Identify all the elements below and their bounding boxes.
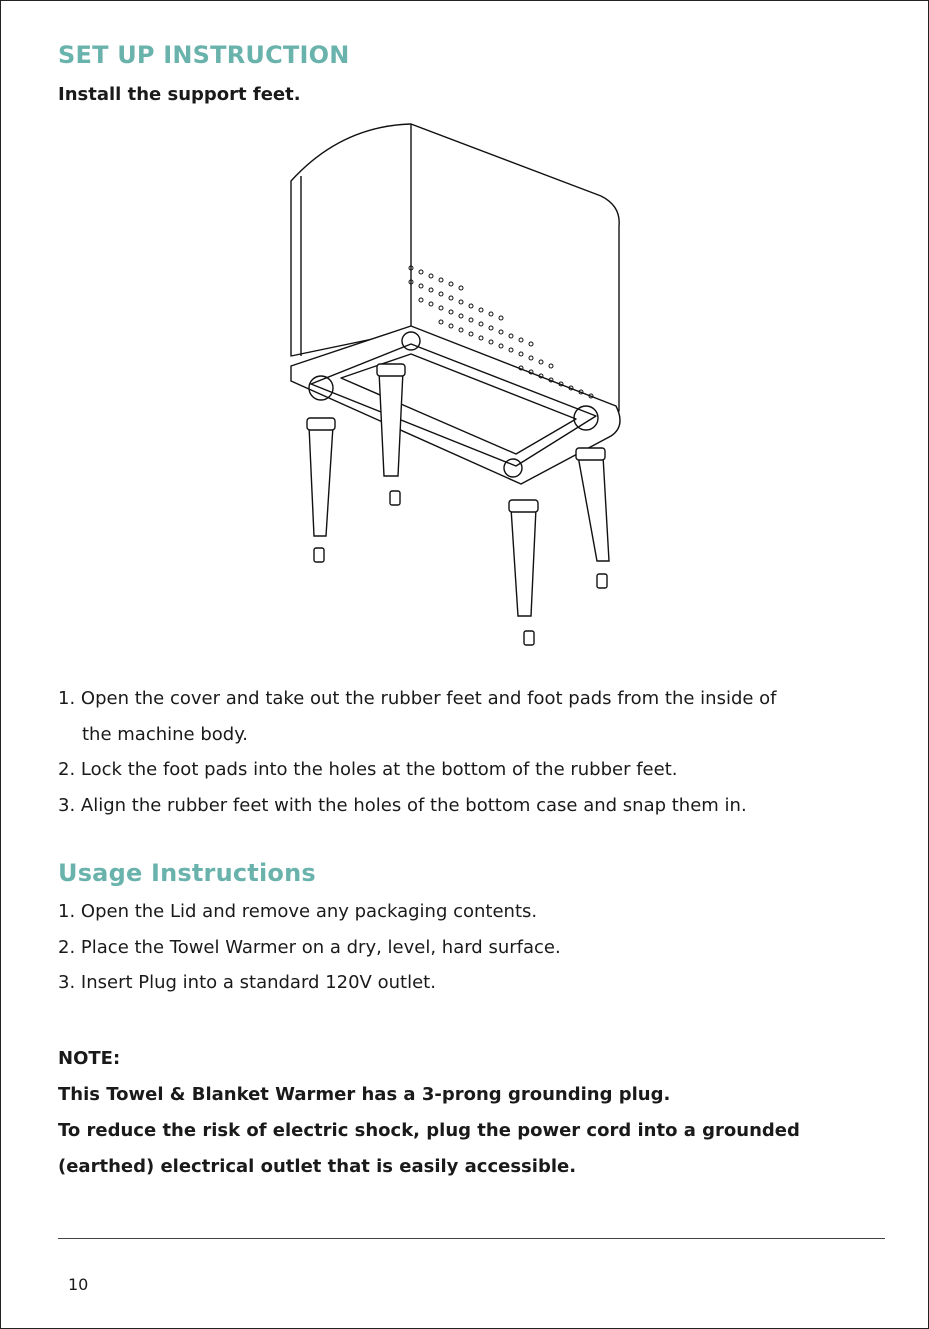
setup-subheading: Install the support feet. (58, 84, 301, 105)
usage-steps (58, 894, 561, 1001)
footer-divider (58, 1238, 885, 1239)
setup-steps (58, 681, 777, 823)
note-line: (earthed) electrical outlet that is easily accessible. (58, 1156, 577, 1177)
usage-step: 1. Open the Lid and remove any packaging contents. (58, 901, 538, 922)
page-number: 10 (68, 1275, 89, 1294)
setup-step: 2. Lock the foot pads into the holes at the bottom of the rubber feet. (58, 759, 678, 780)
setup-step: 1. Open the cover and take out the rubber feet and foot pads from the inside of (58, 688, 777, 709)
usage-heading: Usage Instructions (58, 859, 316, 887)
note-line: This Towel & Blanket Warmer has a 3-prong grounding plug. (58, 1084, 671, 1105)
setup-step-continuation: the machine body. (82, 723, 249, 745)
usage-step: 2. Place the Towel Warmer on a dry, level, hard surface. (58, 936, 561, 958)
setup-heading: SET UP INSTRUCTION (58, 41, 350, 69)
setup-step: 3. Align the rubber feet with the holes of the bottom case and snap them in. (58, 794, 747, 816)
usage-step: 3. Insert Plug into a standard 120V outlet. (58, 972, 436, 993)
note-title: NOTE: (58, 1048, 121, 1069)
note-line: To reduce the risk of electric shock, plug the power cord into a grounded (58, 1120, 800, 1141)
towel-warmer-feet-illustration (281, 116, 641, 656)
note-block (58, 1041, 800, 1185)
